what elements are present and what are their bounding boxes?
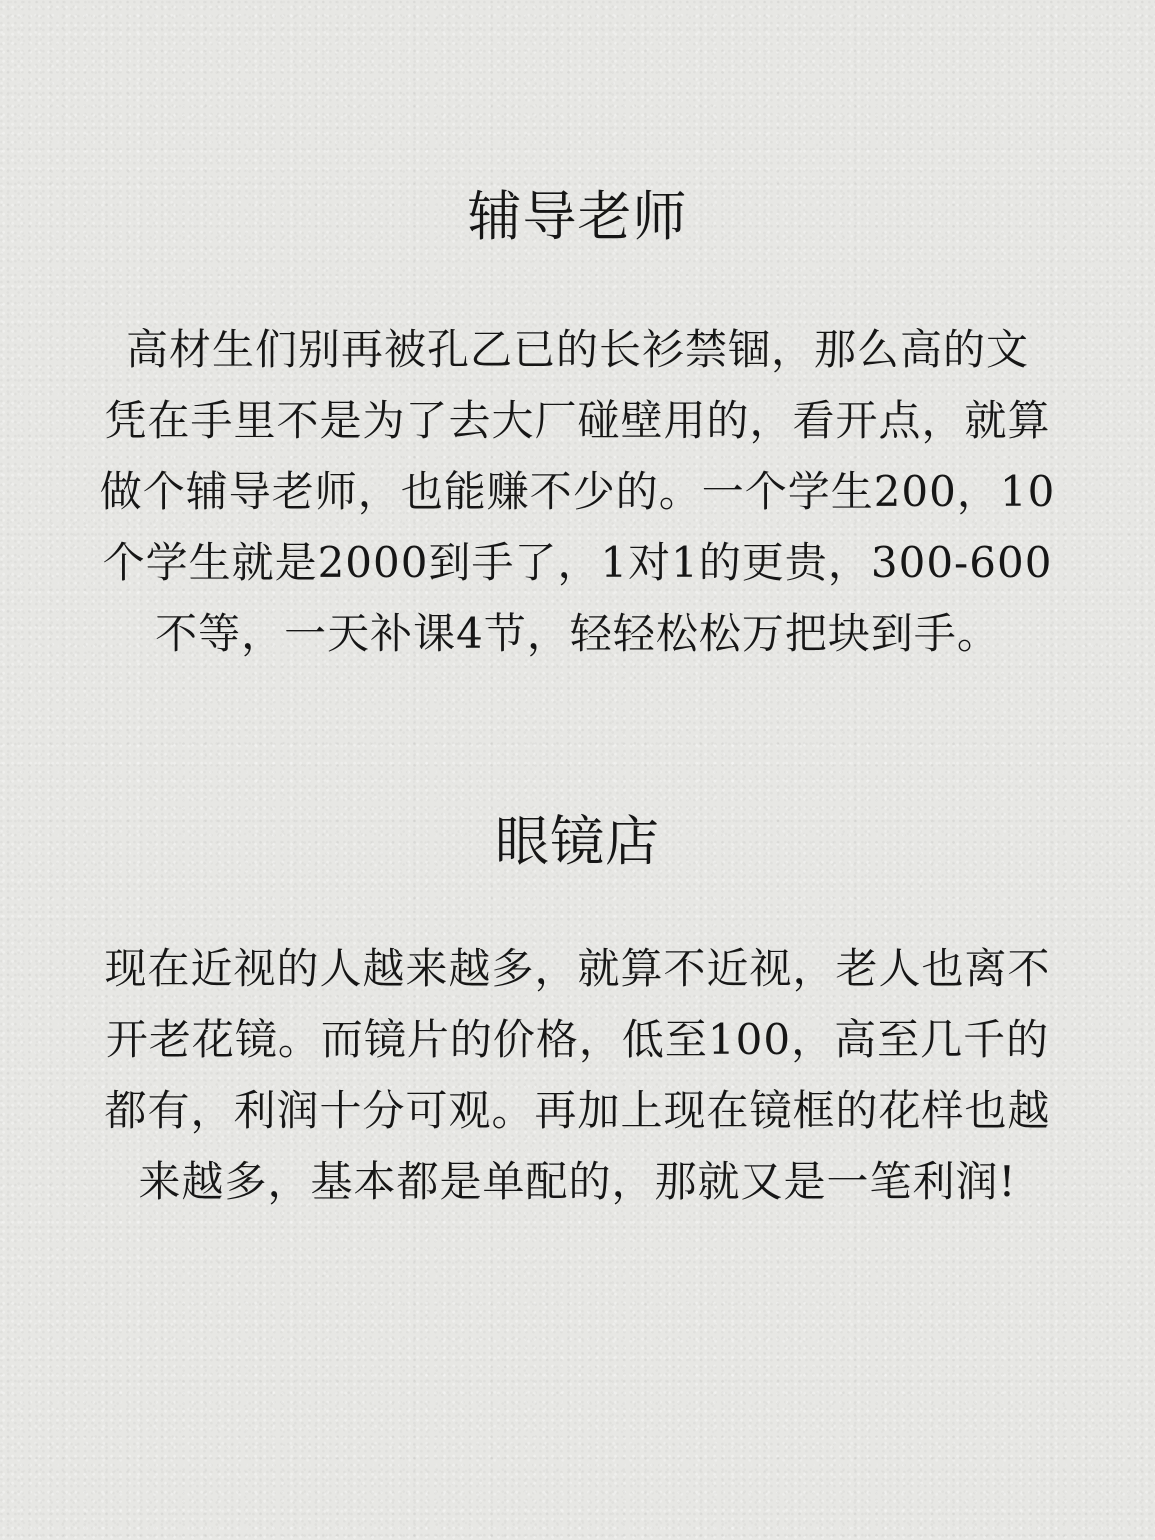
section-heading-tutor: 辅导老师 xyxy=(467,185,688,248)
tutor-paragraph xyxy=(90,314,1065,669)
optical-shop-paragraph-line: 开老花镜。而镜片的价格，低至100，高至几千的 xyxy=(105,1015,1050,1064)
optical-shop-paragraph-line: 来越多，基本都是单配的，那就又是一笔利润! xyxy=(138,1157,1017,1206)
tutor-paragraph-line: 个学生就是2000到手了，1对1的更贵，300-600 xyxy=(102,538,1053,587)
optical-shop-paragraph-line: 都有，利润十分可观。再加上现在镜框的花样也越 xyxy=(104,1086,1051,1135)
tutor-section xyxy=(90,180,1065,669)
tutor-paragraph-line: 高材生们别再被孔乙已的长衫禁锢，那么高的文 xyxy=(125,325,1029,374)
section-heading-optical-shop: 眼镜店 xyxy=(495,810,660,873)
tutor-paragraph-line: 做个辅导老师，也能赚不少的。一个学生200，10 xyxy=(99,467,1056,516)
optical-shop-section xyxy=(90,805,1065,1217)
optical-shop-paragraph xyxy=(90,933,1065,1217)
tutor-paragraph-line: 凭在手里不是为了去大厂碰壁用的，看开点，就算 xyxy=(104,396,1051,445)
optical-shop-paragraph-line: 现在近视的人越来越多，就算不近视，老人也离不 xyxy=(104,944,1051,993)
tutor-paragraph-line: 不等，一天补课4节，轻轻松松万把块到手。 xyxy=(155,609,1000,658)
